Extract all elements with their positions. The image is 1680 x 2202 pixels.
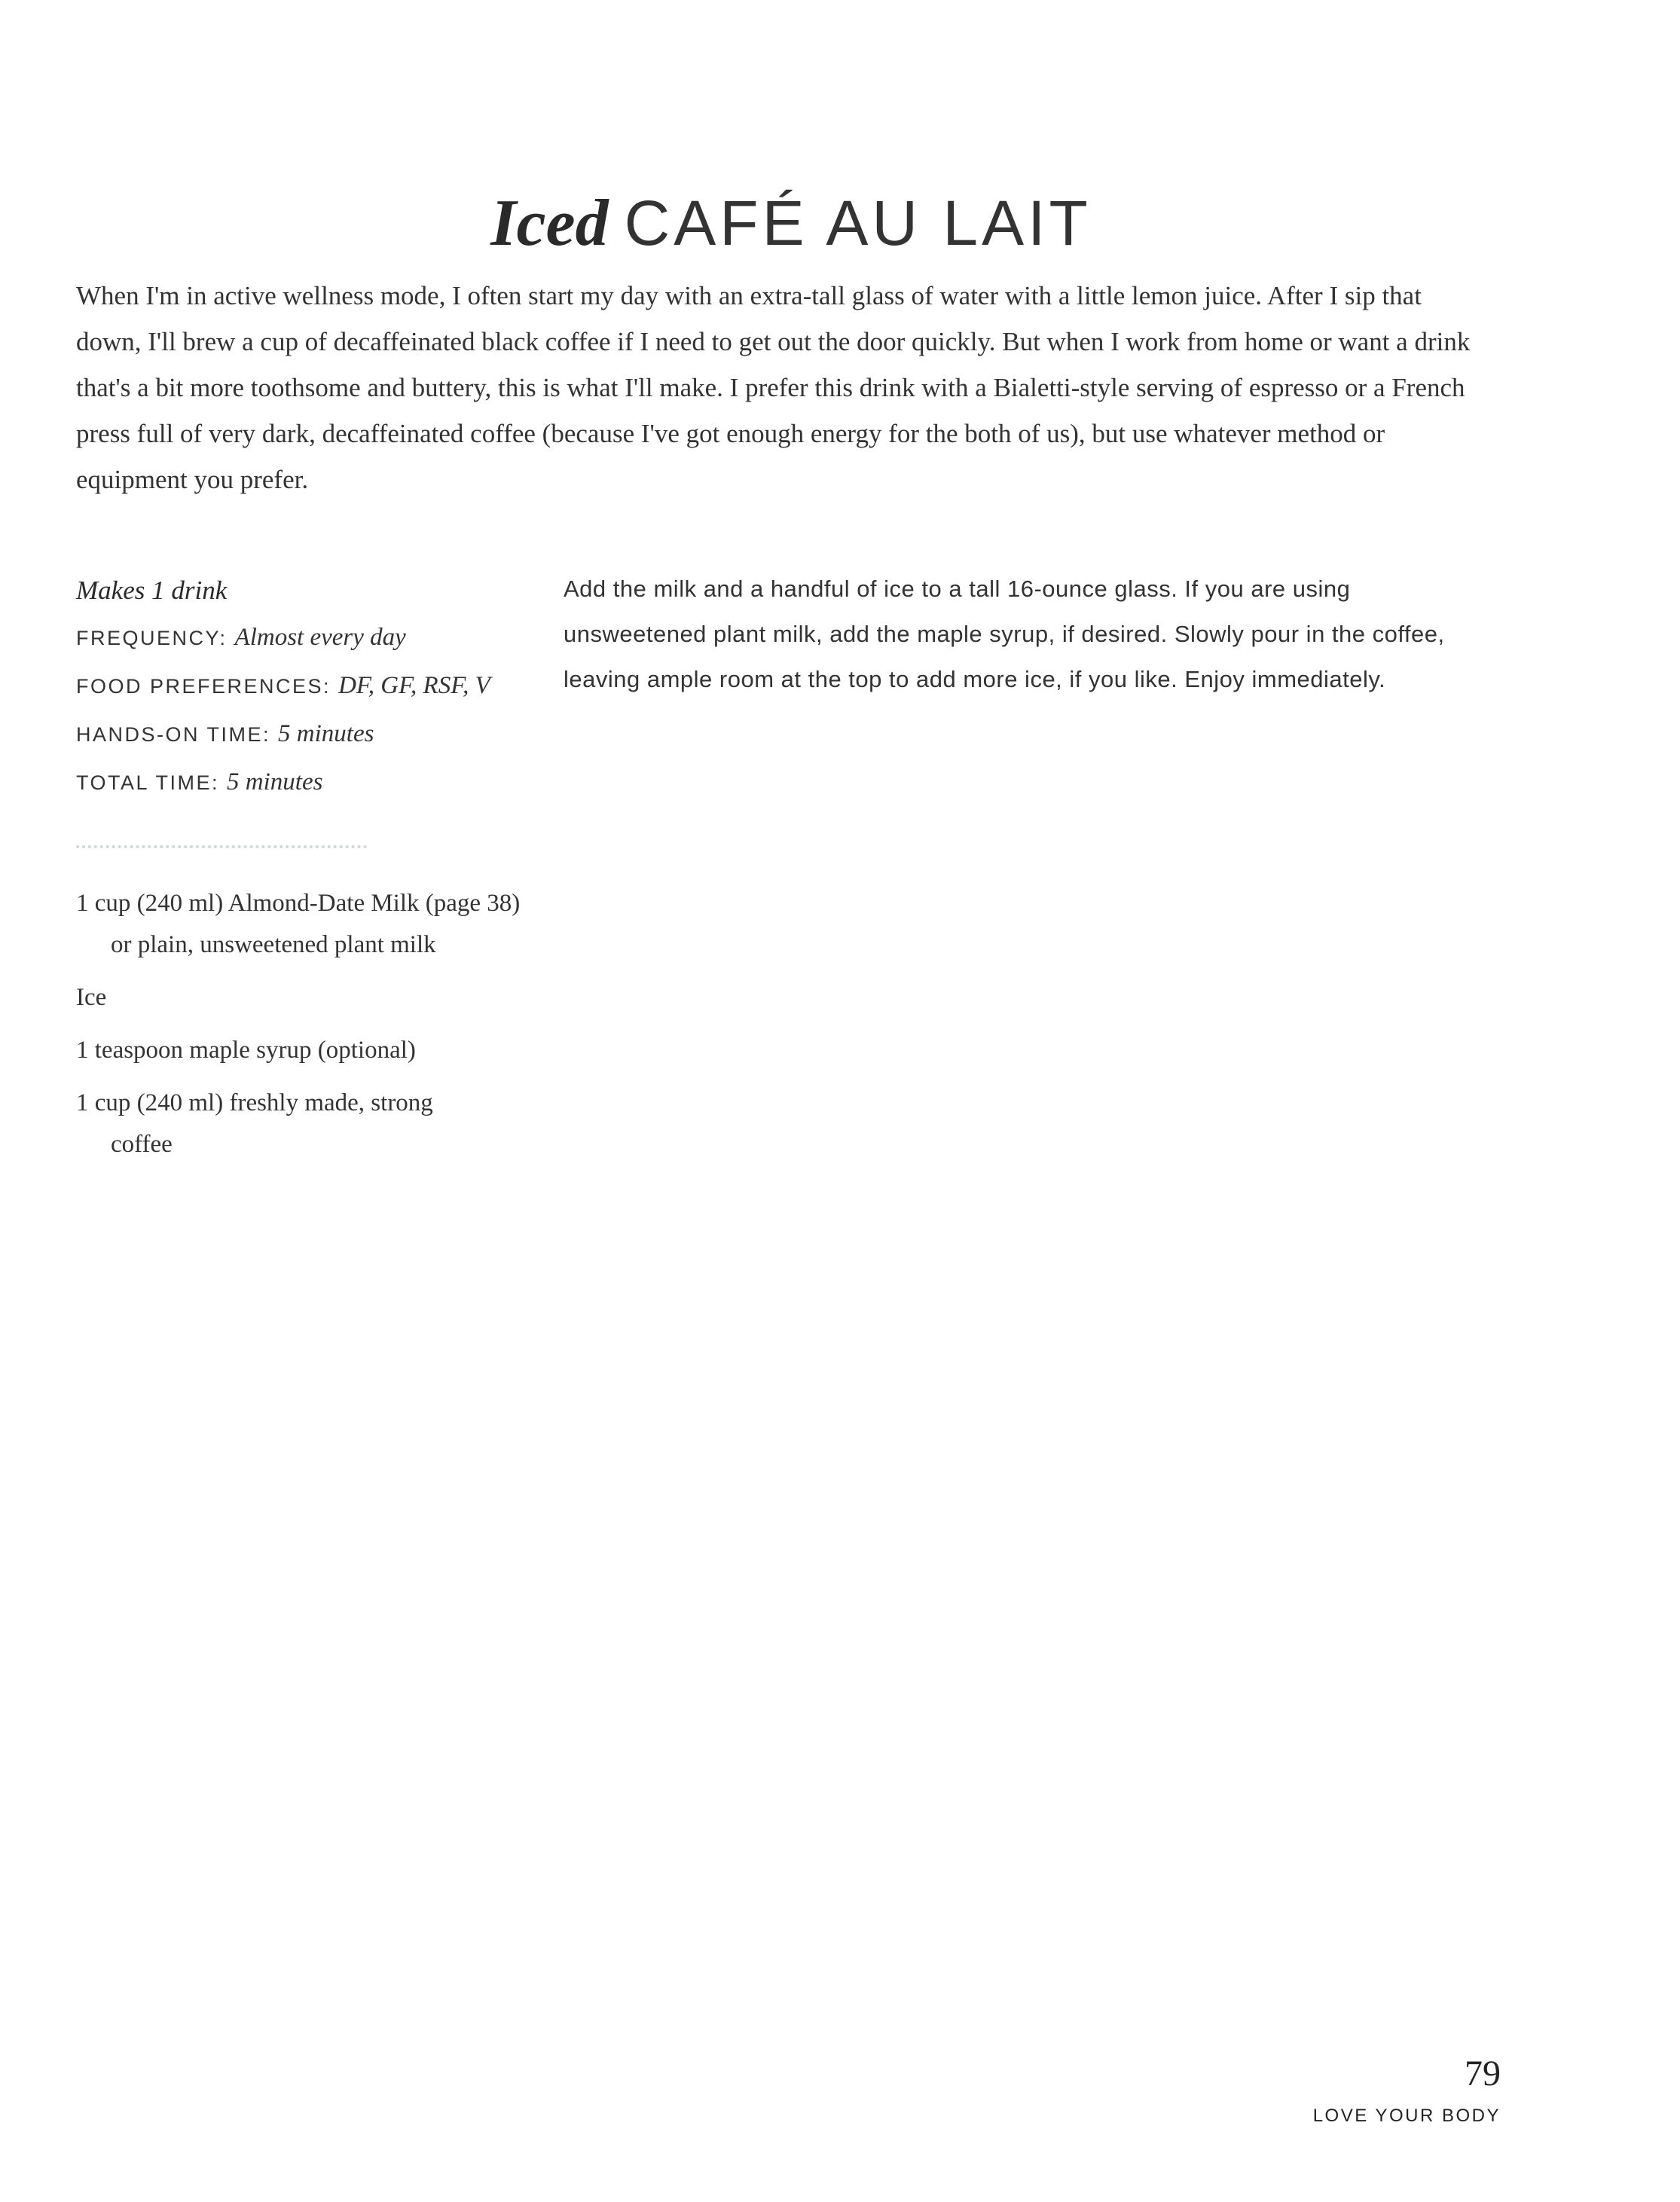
ingredient-item: 1 teaspoon maple syrup (optional) <box>76 1037 416 1064</box>
food-preferences <box>76 662 558 710</box>
ingredient-list <box>76 883 528 1177</box>
hands-on-time <box>76 710 558 759</box>
recipe-meta <box>76 567 558 807</box>
hands-on-time-label: HANDS-ON TIME: <box>76 723 271 746</box>
intro-paragraph: When I'm in active wellness mode, I often start my day with an extra-tall glass of water with a little lemon juice. After I sip that down, I'll brew a cup of decaffeinated black coffee if I need to get out the door quickly. But when I work from home or want a drink that's a bit more toothsome and buttery, this is what I'll make. I prefer this drink with a Bialetti-style serving of espresso or a French press full of very dark, decaffeinated coffee (because I've got enough energy for the both of us), but use whatever method or equipment you prefer. <box>76 281 1471 494</box>
recipe-title <box>0 185 1582 262</box>
frequency <box>76 614 558 662</box>
total-time-value: 5 minutes <box>227 768 323 796</box>
title-italic: Iced <box>490 187 609 261</box>
yield: Makes 1 drink <box>76 576 228 605</box>
dotted-divider <box>76 845 367 848</box>
hands-on-time-value: 5 minutes <box>278 720 374 747</box>
ingredient-item: Ice <box>76 984 107 1011</box>
ingredient-item: 1 cup (240 ml) Almond-Date Milk (page 38) or plain, unsweetened plant milk <box>76 890 521 958</box>
food-preferences-value: DF, GF, RSF, V <box>338 672 490 699</box>
section-footer: LOVE YOUR BODY <box>1312 2106 1501 2126</box>
method-text: Add the milk and a handful of ice to a tall 16-ounce glass. If you are using unsweetened plant milk, add the maple syrup, if desired. Slowly pour in the coffee, leaving ample room at the top to add more ice, if you like. Enjoy immediately. <box>564 576 1445 692</box>
total-time-label: TOTAL TIME: <box>76 771 220 794</box>
frequency-label: FREQUENCY: <box>76 627 228 649</box>
food-preferences-label: FOOD PREFERENCES: <box>76 675 331 698</box>
frequency-value: Almost every day <box>234 624 406 651</box>
page-number: 79 <box>1465 2054 1501 2094</box>
ingredient-item: 1 cup (240 ml) freshly made, strong coffee <box>76 1089 433 1158</box>
total-time <box>76 759 558 807</box>
title-caps: CAFÉ AU LAIT <box>624 188 1092 259</box>
